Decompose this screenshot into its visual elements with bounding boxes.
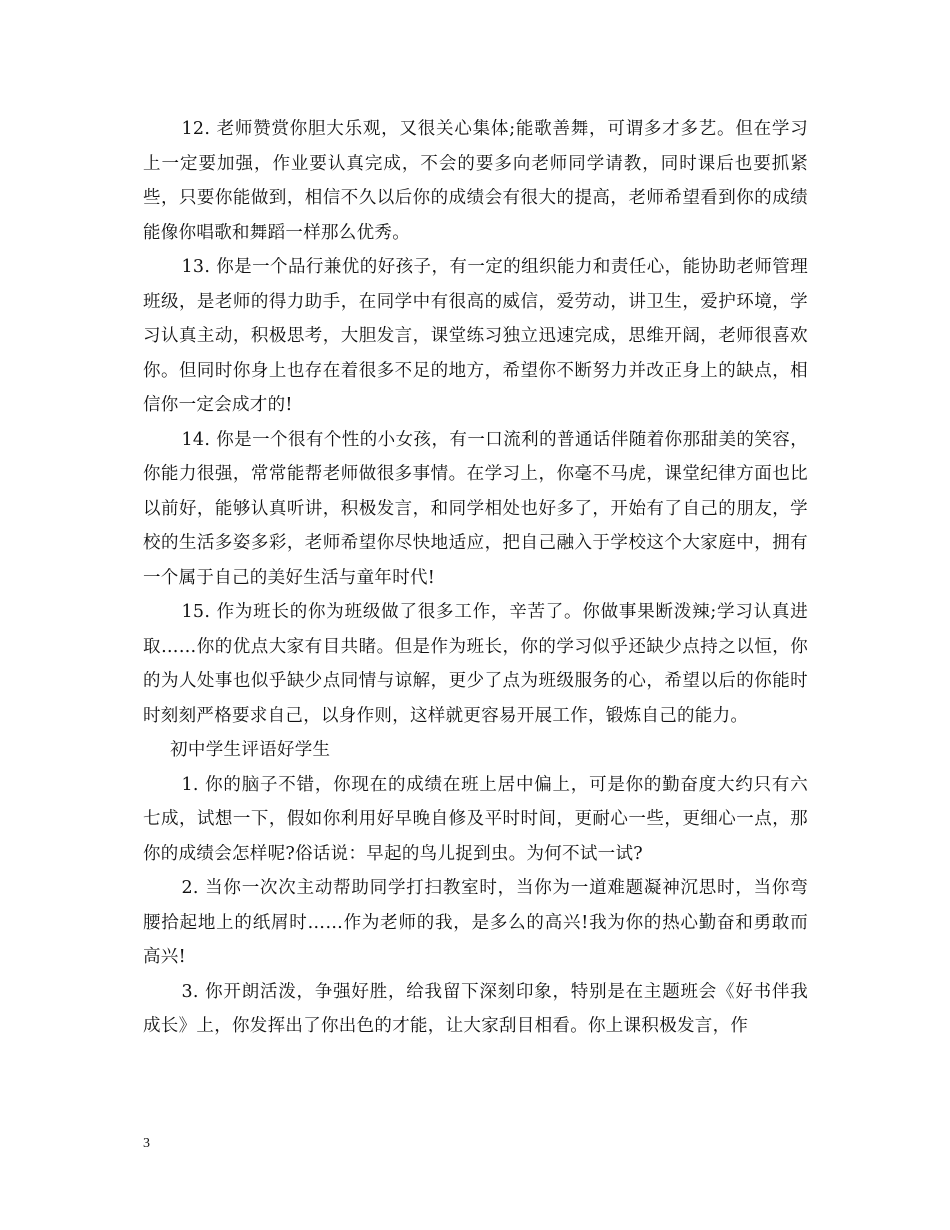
page-number: 3: [143, 1136, 150, 1151]
comment-paragraph-12: 12. 老师赞赏你胆大乐观，又很关心集体;能歌善舞，可谓多才多艺。但在学习上一定要加强，作业要认真完成，不会的要多向老师同学请教，同时课后也要抓紧些，只要你能做到，相信不久以后你的成绩会有很大的提高，老师希望看到你的成绩能像你唱歌和舞蹈一样那么优秀。: [143, 119, 808, 243]
section-heading: 初中学生评语好学生: [170, 740, 331, 760]
comment-paragraph-13: 13. 你是一个品行兼优的好孩子，有一定的组织能力和责任心，能协助老师管理班级，是老师的得力助手，在同学中有很高的威信，爱劳动，讲卫生，爱护环境，学习认真主动，积极思考，大胆发言，课堂练习独立迅速完成，思维开阔，老师很喜欢你。但同时你身上也存在着很多不足的地方，希望你不断努力并改正身上的缺点，相信你一定会成才的!: [143, 257, 808, 415]
section-paragraph-1: 1. 你的脑子不错，你现在的成绩在班上居中偏上，可是你的勤奋度大约只有六七成，试想一下，假如你利用好早晚自修及平时时间，更耐心一些，更细心一点，那你的成绩会怎样呢?俗话说：早起的鸟儿捉到虫。为何不试一试?: [143, 774, 808, 864]
comment-paragraph-15: 15. 作为班长的你为班级做了很多工作，辛苦了。你做事果断泼辣;学习认真进取……你的优点大家有目共睹。但是作为班长，你的学习似乎还缺少点持之以恒，你的为人处事也似乎缺少点同情与谅解，更少了点为班级服务的心，希望以后的你能时时刻刻严格要求自己，以身作则，这样就更容易开展工作，锻炼自己的能力。: [143, 602, 808, 726]
section-paragraph-2: 2. 当你一次次主动帮助同学打扫教室时，当你为一道难题凝神沉思时，当你弯腰拾起地上的纸屑时……作为老师的我，是多么的高兴!我为你的热心勤奋和勇敢而高兴!: [143, 878, 808, 967]
document-body: [143, 112, 808, 1044]
comment-paragraph-14: 14. 你是一个很有个性的小女孩，有一口流利的普通话伴随着你那甜美的笑容，你能力很强，常常能帮老师做很多事情。在学习上，你毫不马虎，课堂纪律方面也比以前好，能够认真听讲，积极发言，和同学相处也好多了，开始有了自己的朋友，学校的生活多姿多彩，老师希望你尽快地适应，把自己融入于学校这个大家庭中，拥有一个属于自己的美好生活与童年时代!: [143, 429, 808, 588]
section-paragraph-3: 3. 你开朗活泼，争强好胜，给我留下深刻印象，特别是在主题班会《好书伴我成长》上，你发挥出了你出色的才能，让大家刮目相看。你上课积极发言，作: [143, 981, 808, 1036]
